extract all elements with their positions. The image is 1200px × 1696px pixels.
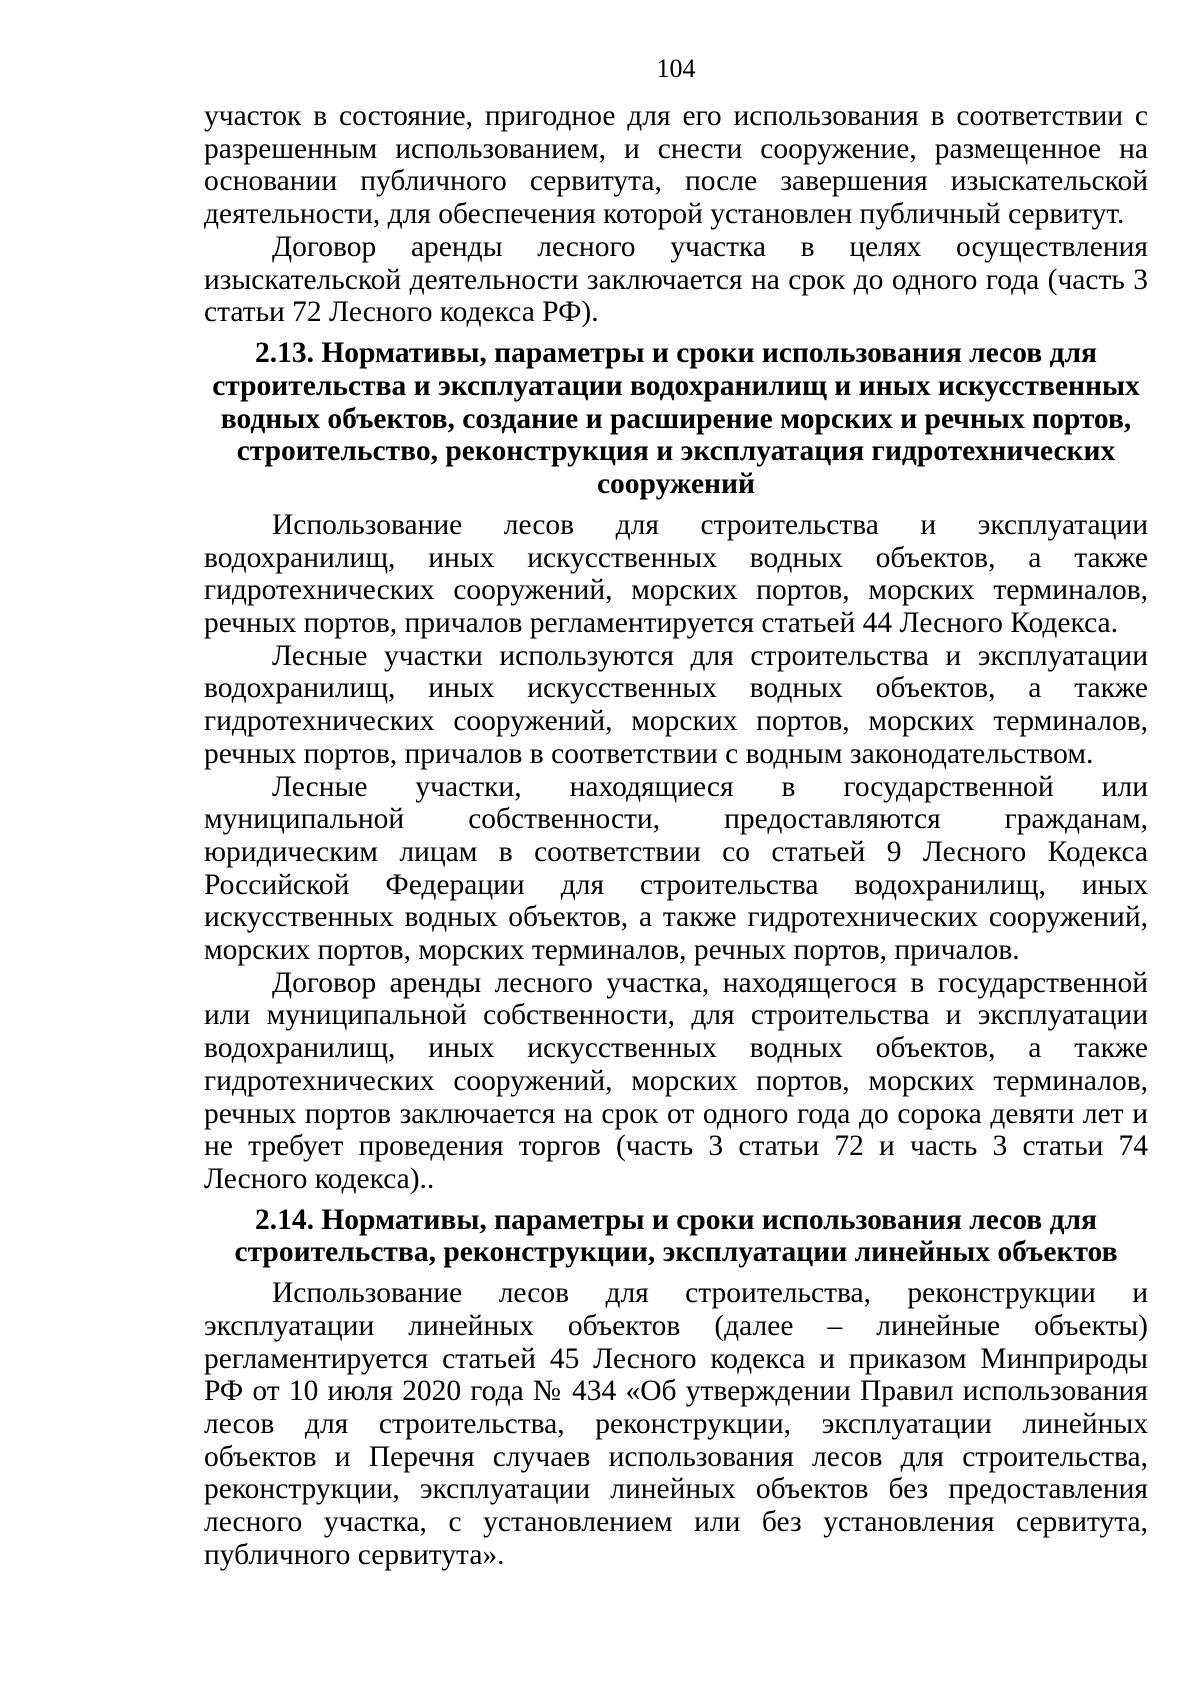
paragraph: Договор аренды лесного участка, находящегося в государственной или муниципальной собственности, для строительства и эксплуатации водохранилищ, иных искусственных водных объектов, а также гидротехнических сооружений, морских портов, морских терминалов, речных портов заключается на срок от одного года до сорока девяти лет и не требует проведения торгов (часть 3 статьи 72 и часть 3 статьи 74 Лесного кодекса).. (204, 966, 1148, 1195)
paragraph: участок в состояние, пригодное для его использования в соответствии с разрешенным использованием, и снести сооружение, размещенное на основании публичного сервитута, после завершения изыскательской деятельности, для обеспечения которой установлен публичный сервитут. (204, 100, 1148, 231)
page-number: 104 (656, 54, 696, 83)
paragraph: Использование лесов для строительства, реконструкции и эксплуатации линейных объектов (далее – линейные объекты) регламентируется статьей 45 Лесного кодекса и приказом Минприроды РФ от 10 июля 2020 года № 434 «Об утверждении Правил использования лесов для строительства, реконструкции, эксплуатации линейных объектов и Перечня случаев использования лесов для строительства, реконструкции, эксплуатации линейных объектов без предоставления лесного участка, с установлением или без установления сервитута, публичного сервитута». (204, 1277, 1148, 1571)
paragraph: Использование лесов для строительства и эксплуатации водохранилищ, иных искусственных водных объектов, а также гидротехнических сооружений, морских портов, морских терминалов, речных портов, причалов регламентируется статьей 44 Лесного Кодекса. (204, 508, 1148, 640)
document-page (204, 52, 1148, 1572)
section-heading-2-14: 2.14. Нормативы, параметры и сроки использования лесов для строительства, реконструкции, эксплуатации линейных объектов (234, 1203, 1118, 1269)
paragraph: Договор аренды лесного участка в целях осуществления изыскательской деятельности заключается на срок до одного года (часть 3 статьи 72 Лесного кодекса РФ). (204, 230, 1148, 329)
paragraph: Лесные участки используются для строительства и эксплуатации водохранилищ, иных искусственных водных объектов, а также гидротехнических сооружений, морских портов, морских терминалов, речных портов, причалов в соответствии с водным законодательством. (204, 639, 1148, 770)
paragraph: Лесные участки, находящиеся в государственной или муниципальной собственности, предоставляются гражданам, юридическим лицам в соответствии со статьей 9 Лесного Кодекса Российской Федерации для строительства водохранилищ, иных искусственных водных объектов, а также гидротехнических сооружений, морских портов, морских терминалов, речных портов, причалов. (204, 770, 1148, 967)
section-heading-2-13: 2.13. Нормативы, параметры и сроки использования лесов для строительства и эксплуатации водохранилищ и иных искусственных водных объектов, создание и расширение морских и речных портов, строительство, реконструкция и эксплуатация гидротехнических сооружений (212, 336, 1140, 501)
